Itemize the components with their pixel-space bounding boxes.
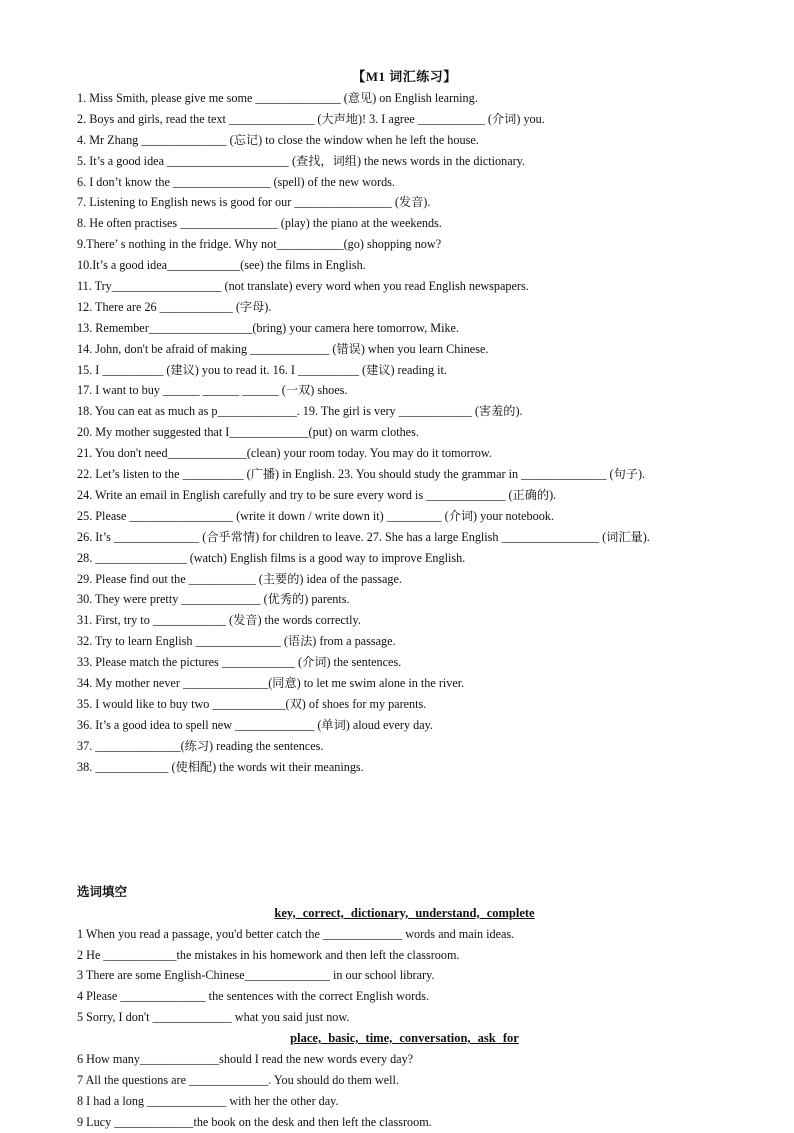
vocab-item: 34. My mother never ______________(同意) to let me swim alone in the river. (77, 675, 465, 690)
vocab-item: 2. Boys and girls, read the text ______________ (大声地)! 3. I agree ___________ (介词) you. (77, 111, 545, 126)
vocab-item: 30. They were pretty _____________ (优秀的) parents. (77, 592, 350, 607)
worksheet-content (77, 66, 732, 1133)
fill-item: 3 There are some English-Chinese______________ in our school library. (77, 968, 435, 983)
vocab-item: 11. Try__________________ (not translate) every word when you read English newspapers. (77, 279, 529, 294)
fill-item: 5 Sorry, I don't _____________ what you said just now. (77, 1010, 350, 1025)
vocab-item (77, 840, 732, 861)
vocab-item: 26. It’s ______________ (合乎常情) for children to leave. 27. She has a large English ________________ (词汇量). (77, 529, 650, 544)
vocab-item: 6. I don’t know the ________________ (spell) of the new words. (77, 174, 395, 189)
vocab-item: 25. Please _________________ (write it down / write down it) _________ (介词) your notebook. (77, 508, 554, 523)
vocab-item: 20. My mother suggested that I_____________(put) on warm clothes. (77, 425, 419, 440)
vocab-item: 4. Mr Zhang ______________ (忘记) to close the window when he left the house. (77, 132, 479, 147)
fill-item: 1 When you read a passage, you'd better catch the _____________ words and main ideas. (77, 926, 515, 941)
vocab-item: 21. You don't need_____________(clean) your room today. You may do it tomorrow. (77, 446, 492, 461)
word-bank: place, basic, time, conversation, ask for (290, 1031, 519, 1046)
vocab-item (77, 819, 732, 840)
fill-item: 8 I had a long _____________ with her the other day. (77, 1093, 339, 1108)
vocab-item: 22. Let’s listen to the __________ (广播) in English. 23. You should study the grammar in ______________ (句子). (77, 467, 646, 482)
fill-item: 4 Please ______________ the sentences with the correct English words. (77, 989, 430, 1004)
vocab-item: 14. John, don't be afraid of making _____________ (错误) when you learn Chinese. (77, 341, 489, 356)
vocab-item: 13. Remember_________________(bring) your camera here tomorrow, Mike. (77, 320, 460, 335)
vocab-item: 9.There’ s nothing in the fridge. Why not___________(go) shopping now? (77, 237, 442, 252)
vocab-item (77, 798, 732, 819)
vocab-item: 31. First, try to ____________ (发音) the words correctly. (77, 613, 361, 628)
worksheet-title: 【M1 词汇练习】 (352, 69, 457, 84)
vocab-item: 17. I want to buy ______ ______ ______ (一双) shoes. (77, 383, 348, 398)
vocab-item: 28. _______________ (watch) English films is a good way to improve English. (77, 550, 466, 565)
vocab-item: 18. You can eat as much as p_____________. 19. The girl is very ____________ (害羞的). (77, 404, 523, 419)
vocab-item: 36. It’s a good idea to spell new _____________ (单词) aloud every day. (77, 717, 433, 732)
vocab-item: 7. Listening to English news is good for our ________________ (发音). (77, 195, 431, 210)
vocab-item: 33. Please match the pictures ____________ (介词) the sentences. (77, 655, 402, 670)
vocab-item (77, 777, 732, 798)
vocab-item: 10.It’s a good idea____________(see) the films in English. (77, 258, 366, 273)
word-bank: key, correct, dictionary, understand, complete (274, 905, 535, 920)
fill-item: 2 He ____________the mistakes in his homework and then left the classroom. (77, 947, 460, 962)
vocab-item: 1. Miss Smith, please give me some ______________ (意见) on English learning. (77, 91, 478, 105)
vocab-item: 8. He often practises ________________ (play) the piano at the weekends. (77, 216, 442, 231)
vocab-item: 12. There are 26 ____________ (字母). (77, 299, 272, 314)
fill-item: 6 How many_____________should I read the new words every day? (77, 1051, 414, 1066)
vocab-item: 32. Try to learn English ______________ (语法) from a passage. (77, 634, 396, 649)
vocab-item: 38. ____________ (使相配) the words wit their meanings. (77, 759, 364, 774)
fill-item: 7 All the questions are _____________. You should do them well. (77, 1072, 399, 1087)
vocab-item: 29. Please find out the ___________ (主要的) idea of the passage. (77, 571, 402, 586)
vocab-item: 24. Write an email in English carefully and try to be sure every word is _____________ (正确的). (77, 487, 557, 502)
vocab-item: 15. I __________ (建议) you to read it. 16. I __________ (建议) reading it. (77, 362, 447, 377)
section-heading: 选词填空 (77, 884, 128, 899)
vocab-item: 5. It’s a good idea ____________________ (查找，词组) the news words in the dictionary. (77, 153, 526, 168)
vocab-item: 37. ______________(练习) reading the sentences. (77, 738, 324, 753)
vocab-item (77, 861, 732, 882)
vocab-item: 35. I would like to buy two ____________(双) of shoes for my parents. (77, 696, 427, 711)
fill-item: 9 Lucy _____________the book on the desk and then left the classroom. (77, 1114, 432, 1129)
